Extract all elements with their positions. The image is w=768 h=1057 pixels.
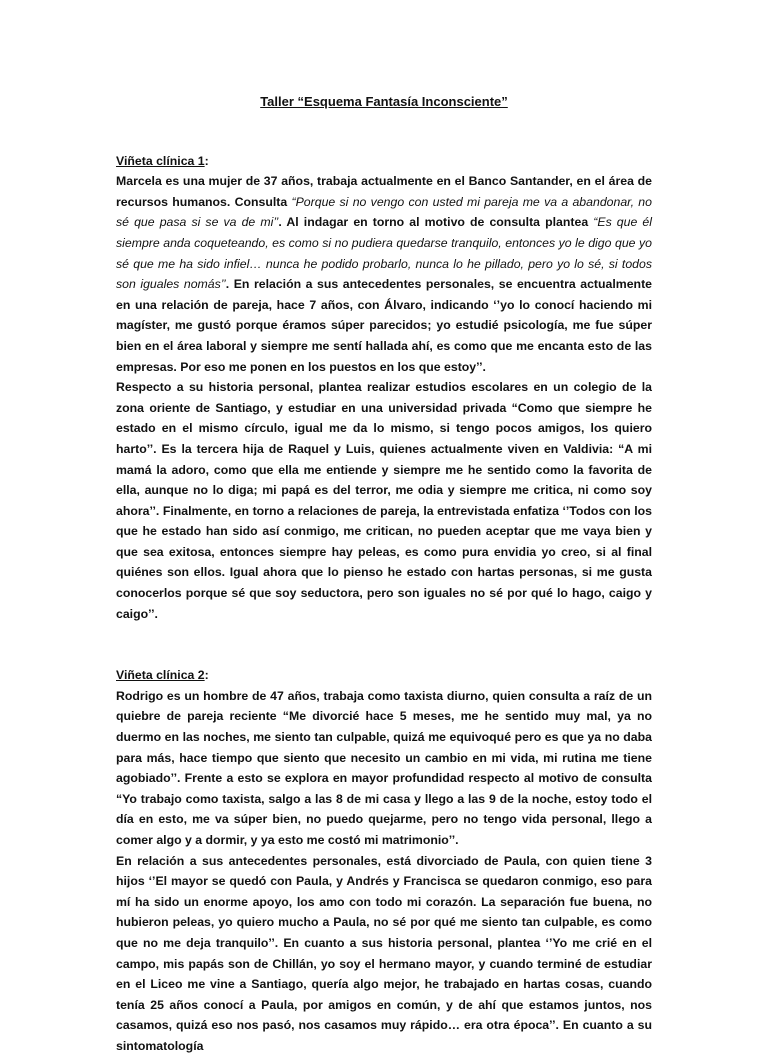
text-run-italic: “Es que él siempre anda coqueteando, es como si no pudiera quedarse tranquilo, entonces yo le digo que yo sé que me ha sido infiel… nunca he podido probarlo, nunca lo he pillado, pero yo lo sé, si todos son iguales nomás’’ bbox=[116, 215, 652, 292]
text-run-italic: “Porque si no vengo con usted mi pareja me va a abandonar, no sé que pasa si se va de mi’’ bbox=[116, 194, 652, 230]
section-heading-text: Viñeta clínica 1 bbox=[116, 153, 205, 168]
section-heading-colon: : bbox=[204, 668, 209, 683]
text-run: . En relación a sus antecedentes personales, se encuentra actualmente en una relación de pareja, hace 7 años, con Álvaro, indicando ‘’yo lo conocí haciendo mi magíster, me gustó porque éramos súper parecidos; yo estudié psicología, me fue súper bien en el área laboral y siempre me sentí hallada ahí, es como que me encanta esto de las empresas. Por eso me ponen en los puestos en los que estoy’’. bbox=[116, 277, 653, 374]
section-heading bbox=[116, 665, 652, 686]
section-spacer bbox=[116, 624, 652, 665]
section-heading bbox=[116, 151, 652, 172]
section-vineta-2 bbox=[116, 665, 652, 1056]
paragraph bbox=[116, 171, 652, 377]
paragraph bbox=[116, 686, 652, 851]
document-title: Taller “Esquema Fantasía Inconsciente” bbox=[260, 94, 508, 109]
text-run: Respecto a su historia personal, plantea realizar estudios escolares en un colegio de la zona oriente de Santiago, y estudiar en una universidad privada “Como que siempre he estado en el mismo círculo, igual me da lo mismo, si tengo pocos amigos, los quiero harto’’. Es la tercera hija de Raquel y Luis, quienes actualmente viven en Valdivia: “A mi mamá la adoro, como que ella me entiende y siempre me he sentido como la favorita de ella, aunque no lo diga; mi papá es del terror, me odia y siempre me critica, ni como soy ahora’’. Finalmente, en torno a relaciones de pareja, la entrevistada enfatiza ‘’Todos con los que he estado han sido así conmigo, me critican, no pueden aceptar que me vaya bien y que sea exitosa, entonces siempre hay peleas, es como pura envidia yo creo, si al final quiénes son ellos. Igual ahora que lo pienso he estado con hartas personas, si me gusta conocerlos porque sé que soy seductora, pero son iguales no sé por qué lo hago, caigo y caigo’’. bbox=[116, 380, 652, 621]
text-run: Marcela es una mujer de 37 años, trabaja actualmente en el Banco Santander, en el área de recursos humanos. Consulta bbox=[116, 174, 652, 209]
text-run: Rodrigo es un hombre de 47 años, trabaja como taxista diurno, quien consulta a raíz de un quiebre de pareja reciente “Me divorcié hace 5 meses, me he sentido muy mal, ya no duermo en las noches, me siento tan culpable, quizá me equivoqué pero es que ya no daba para más, hace tiempo que siento que necesito un cambio en mi vida, mi rutina me tiene agobiado’’. Frente a esto se explora en mayor profundidad respecto al motivo de consulta “Yo trabajo como taxista, salgo a las 8 de mi casa y llego a las 9 de la noche, estoy todo el día en esto, me va súper bien, no puedo quejarme, pero no tengo vida personal, llego a comer algo y a dormir, y ya esto me costó mi matrimonio’’. bbox=[116, 688, 652, 847]
text-run: En relación a sus antecedentes personales, está divorciado de Paula, con quien tiene 3 hijos ‘’El mayor se quedó con Paula, y Andrés y Francisca se quedaron conmigo, eso para mí ha sido un enorme apoyo, los amo con todo mi corazón. La separación fue buena, no hubieron peleas, yo quiero mucho a Paula, no sé por qué me siento tan culpable, es como que no me deja tranquilo’’. En cuanto a sus historia personal, plantea ‘’Yo me crié en el campo, mis papás son de Chillán, yo soy el hermano mayor, y cuando terminé de estudiar en el Liceo me vine a Santiago, quería algo mejor, he trabajado en hartas cosas, cuando tenía 25 años conocí a Paula, por amigos en común, y de ahí que estamos juntos, nos casamos, quizá eso nos pasó, nos casamos muy rápido… era otra época’’. En cuanto a su sintomatología bbox=[116, 853, 652, 1053]
section-heading-text: Viñeta clínica 2 bbox=[116, 668, 205, 683]
section-vineta-1 bbox=[116, 151, 652, 625]
paragraph bbox=[116, 851, 652, 1057]
section-heading-colon: : bbox=[204, 153, 209, 168]
text-run: . Al indagar en torno al motivo de consulta plantea bbox=[278, 215, 594, 230]
paragraph bbox=[116, 377, 652, 624]
